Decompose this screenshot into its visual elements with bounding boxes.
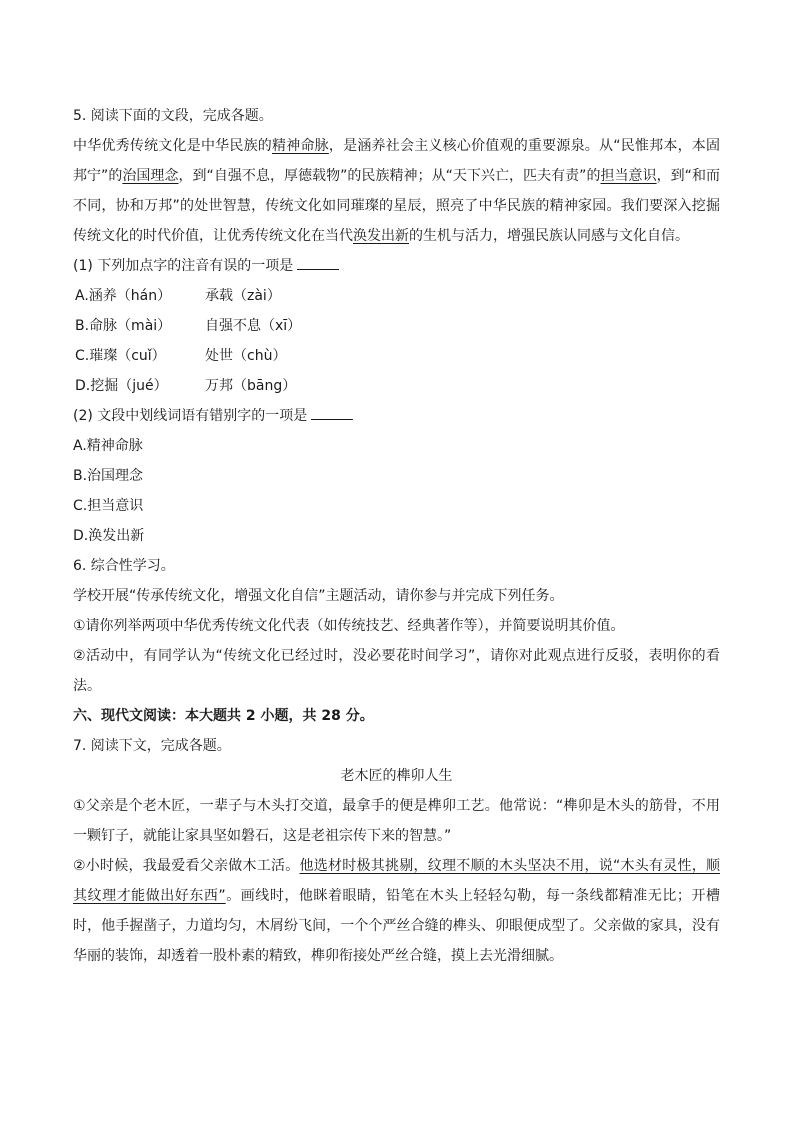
option-right: 自强不息（xī） [205, 318, 302, 334]
option-left: B.命脉（mài） [75, 318, 172, 334]
option-item: C.担当意识 [73, 498, 144, 514]
article-title: 老木匠的榫卯人生 [340, 768, 453, 784]
q6-task2: ②活动中，有同学认为“传统文化已经过时，没必要花时间学习”，请你对此观点进行反驳，表明你的看法。 [73, 648, 720, 694]
option-item: B.治国理念 [73, 468, 144, 484]
option-right: 承载（zài） [205, 288, 281, 304]
option-item: A.精神命脉 [73, 438, 143, 454]
option-row [73, 281, 720, 311]
underlined-phrase: 他选材时极其挑剔，纹理不顺的木头坚决不用，说“木头有灵性，顺其纹理才能做出好东西” [73, 858, 720, 904]
q5-sub1-stem [73, 251, 720, 281]
q5-passage [73, 131, 720, 251]
section-count: 2 [245, 708, 256, 724]
underlined-phrase: 担当意识 [600, 168, 657, 184]
option-right: 处世（chù） [205, 348, 287, 364]
passage-text: ，到“和而不同，协和万邦”的处世智慧，传统文化如同璀璨的星辰，照亮了中华民族的精神家园。我们要深入挖掘传统文化的时代价值，让优秀传统文化在当代 [73, 168, 720, 244]
option-left: D.挖掘（jué） [75, 378, 168, 394]
q5-sub2-options [73, 431, 720, 551]
underlined-phrase: 精神命脉 [272, 138, 329, 154]
passage-text: 中华优秀传统文化是中华民族的 [73, 138, 273, 154]
q5-sub2-stem [73, 401, 720, 431]
underlined-phrase: 涣发出新 [353, 228, 409, 244]
answer-blank [297, 255, 339, 270]
q7-heading: 7. 阅读下文，完成各题。 [73, 738, 231, 754]
option-row [73, 341, 720, 371]
q5-sub1-options [73, 281, 720, 401]
passage-text: ，是涵养社会主义核心价值观的重要源泉。从“民惟邦本，本固邦宁”的 [73, 138, 720, 184]
option-left: A.涵养（hán） [75, 288, 172, 304]
q5-sub2-stem-text: (2) 文段中划线词语有错别字的一项是 [73, 408, 308, 424]
section-score: 28 [321, 708, 341, 724]
section-suffix: 分。 [345, 708, 374, 724]
option-item: D.涣发出新 [73, 528, 145, 544]
article-paragraph-1: ①父亲是个老木匠，一辈子与木头打交道，最拿手的便是榫卯工艺。他常说：“榫卯是木头的筋骨，不用一颗钉子，就能让家具坚如磐石，这是老祖宗传下来的智慧。” [73, 798, 720, 844]
q6-heading: 6. 综合性学习。 [73, 558, 175, 574]
q6-intro: 学校开展“传承传统文化，增强文化自信”主题活动，请你参与并完成下列任务。 [73, 588, 564, 604]
option-right: 万邦（bāng） [205, 378, 297, 394]
article-paragraph-2 [73, 851, 720, 971]
passage-text: ②小时候，我最爱看父亲做木工活。 [73, 858, 300, 874]
section-heading [73, 701, 720, 731]
section-mid: 小题，共 [260, 708, 317, 724]
option-row [73, 311, 720, 341]
answer-blank [311, 405, 353, 420]
q5-sub1-stem-text: (1) 下列加点字的注音有误的一项是 [73, 258, 294, 274]
option-row [73, 371, 720, 401]
underlined-phrase: 治国理念 [122, 168, 179, 184]
passage-text: ，到“自强不息，厚德载物”的民族精神；从“天下兴亡，匹夫有责”的 [178, 168, 601, 184]
passage-text: 的生机与活力，增强民族认同感与文化自信。 [409, 228, 689, 244]
section-prefix: 六、现代文阅读：本大题共 [73, 708, 241, 724]
passage-text: 。画线时，他眯着眼睛，铅笔在木头上轻轻勾勒，每一条线都精准无比；开槽时，他手握凿子，力道均匀，木屑纷飞间，一个个严丝合缝的榫头、卯眼便成型了。父亲做的家具，没有华丽的装饰，却透着一股朴素的精致，榫卯衔接处严丝合缝，摸上去光滑细腻。 [73, 888, 720, 964]
option-left: C.璀璨（cuǐ） [75, 348, 166, 364]
q5-heading: 5. 阅读下面的文段，完成各题。 [73, 108, 273, 124]
q6-task1: ①请你列举两项中华优秀传统文化代表（如传统技艺、经典著作等），并简要说明其价值。 [73, 618, 625, 634]
